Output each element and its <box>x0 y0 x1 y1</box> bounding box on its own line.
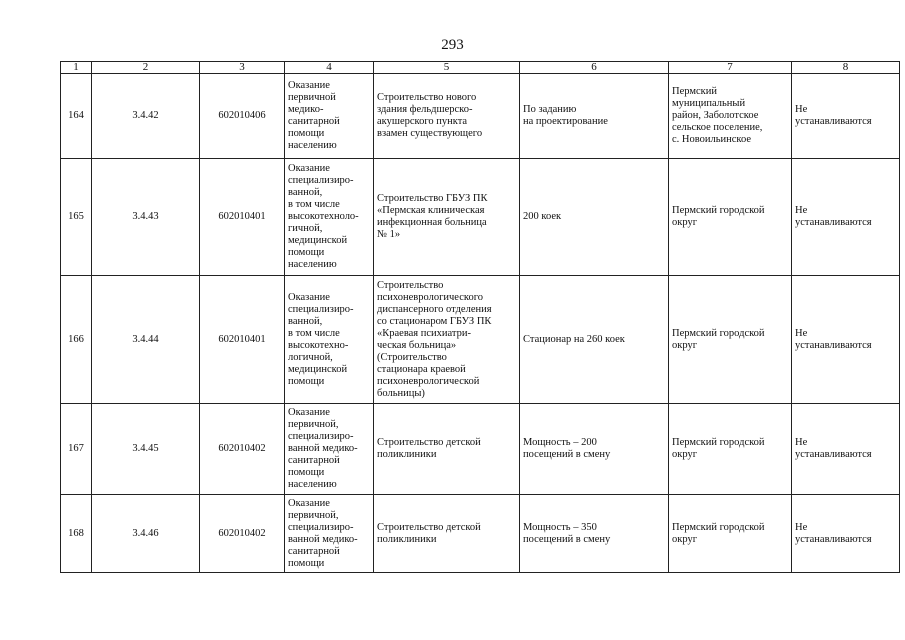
row-code: 3.4.44 <box>92 276 200 404</box>
row-id: 602010402 <box>200 404 285 495</box>
row-project: Строительство ГБУЗ ПК «Пермская клиническая инфекционная больница № 1» <box>374 159 520 276</box>
row-service: Оказание первичной, специализиро- ванной медико- санитарной помощи <box>285 495 374 573</box>
column-header: 3 <box>200 62 285 74</box>
page-number: 293 <box>441 37 464 53</box>
row-capacity: По заданию на проектирование <box>520 74 669 159</box>
row-service: Оказание первичной медико- санитарной помощи населению <box>285 74 374 159</box>
row-id: 602010406 <box>200 74 285 159</box>
header-row <box>61 62 900 74</box>
table-row <box>61 495 900 573</box>
row-project: Строительство психоневрологического диспансерного отделения со стационаром ГБУЗ ПК «Краевая психиатри- ческая больница» (Строительство стационара краевой психоневрологической больницы) <box>374 276 520 404</box>
row-capacity: 200 коек <box>520 159 669 276</box>
row-restriction: Не устанавливаются <box>792 276 900 404</box>
row-project: Строительство детской поликлиники <box>374 495 520 573</box>
row-location: Пермский городской округ <box>669 495 792 573</box>
column-header: 8 <box>792 62 900 74</box>
table-row <box>61 159 900 276</box>
column-header: 6 <box>520 62 669 74</box>
table-row <box>61 276 900 404</box>
row-id: 602010402 <box>200 495 285 573</box>
row-service: Оказание специализиро- ванной, в том числе высокотехноло- гичной, медицинской помощи населению <box>285 159 374 276</box>
row-id: 602010401 <box>200 276 285 404</box>
column-header: 1 <box>61 62 92 74</box>
row-capacity: Стационар на 260 коек <box>520 276 669 404</box>
row-location: Пермский городской округ <box>669 159 792 276</box>
column-header: 4 <box>285 62 374 74</box>
row-number: 168 <box>61 495 92 573</box>
table-row <box>61 74 900 159</box>
row-location: Пермский городской округ <box>669 276 792 404</box>
row-number: 164 <box>61 74 92 159</box>
row-project: Строительство нового здания фельдшерско- акушерского пункта взамен существующего <box>374 74 520 159</box>
column-header: 7 <box>669 62 792 74</box>
row-restriction: Не устанавливаются <box>792 74 900 159</box>
column-header: 2 <box>92 62 200 74</box>
data-table <box>60 61 900 573</box>
row-id: 602010401 <box>200 159 285 276</box>
row-restriction: Не устанавливаются <box>792 159 900 276</box>
table-row <box>61 404 900 495</box>
row-number: 165 <box>61 159 92 276</box>
row-location: Пермский муниципальный район, Заболотское сельское поселение, с. Новоильинское <box>669 74 792 159</box>
row-code: 3.4.45 <box>92 404 200 495</box>
row-code: 3.4.42 <box>92 74 200 159</box>
row-service: Оказание первичной, специализиро- ванной медико- санитарной помощи населению <box>285 404 374 495</box>
row-capacity: Мощность – 200 посещений в смену <box>520 404 669 495</box>
row-location: Пермский городской округ <box>669 404 792 495</box>
row-restriction: Не устанавливаются <box>792 495 900 573</box>
row-code: 3.4.43 <box>92 159 200 276</box>
row-project: Строительство детской поликлиники <box>374 404 520 495</box>
row-number: 166 <box>61 276 92 404</box>
column-header: 5 <box>374 62 520 74</box>
row-service: Оказание специализиро- ванной, в том числе высокотехно- логичной, медицинской помощи <box>285 276 374 404</box>
row-restriction: Не устанавливаются <box>792 404 900 495</box>
row-number: 167 <box>61 404 92 495</box>
row-code: 3.4.46 <box>92 495 200 573</box>
row-capacity: Мощность – 350 посещений в смену <box>520 495 669 573</box>
